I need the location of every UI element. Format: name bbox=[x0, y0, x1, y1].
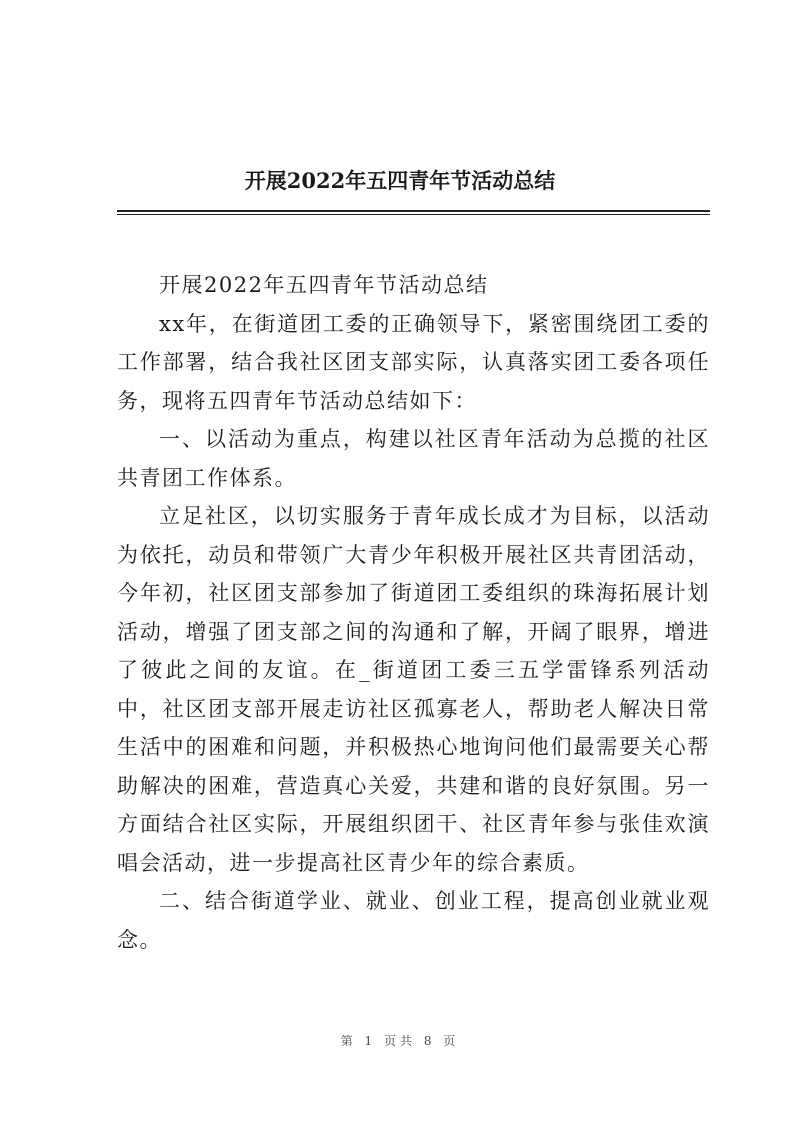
document-body bbox=[117, 266, 710, 959]
page-footer: 第 1 页共 8 页 bbox=[340, 1034, 460, 1048]
paragraph-section-one-heading: 一、以活动为重点，构建以社区青年活动为总揽的社区共青团工作体系。 bbox=[117, 427, 710, 490]
paragraph-section-one-body: 立足社区，以切实服务于青年成长成才为目标，以活动为依托，动员和带领广大青少年积极开展社区共青团活动，今年初，社区团支部参加了街道团工委组织的珠海拓展计划活动，增强了团支部之间的沟通和了解，开阔了眼界，增进了彼此之间的友谊。在_街道团工委三五学雷锋系列活动中，社区团支部开展走访社区孤寡老人，帮助老人解决日常生活中的困难和问题，并积极热心地询问他们最需要关心帮助解决的困难，营造真心关爱，共建和谐的良好氛围。另一方面结合社区实际，开展组织团干、社区青年参与张佳欢演唱会活动，进一步提高社区青少年的综合素质。 bbox=[117, 504, 710, 875]
paragraph-section-two-heading: 二、结合街道学业、就业、创业工程，提高创业就业观念。 bbox=[117, 889, 710, 952]
document-title: 开展2022年五四青年节活动总结 bbox=[244, 168, 556, 193]
title-divider bbox=[117, 210, 710, 212]
paragraph-heading: 开展2022年五四青年节活动总结 bbox=[159, 273, 489, 297]
paragraph-intro: xx年，在街道团工委的正确领导下，紧密围绕团工委的工作部署，结合我社区团支部实际，认真落实团工委各项任务，现将五四青年节活动总结如下： bbox=[117, 311, 710, 413]
title-divider-thin bbox=[117, 214, 710, 215]
